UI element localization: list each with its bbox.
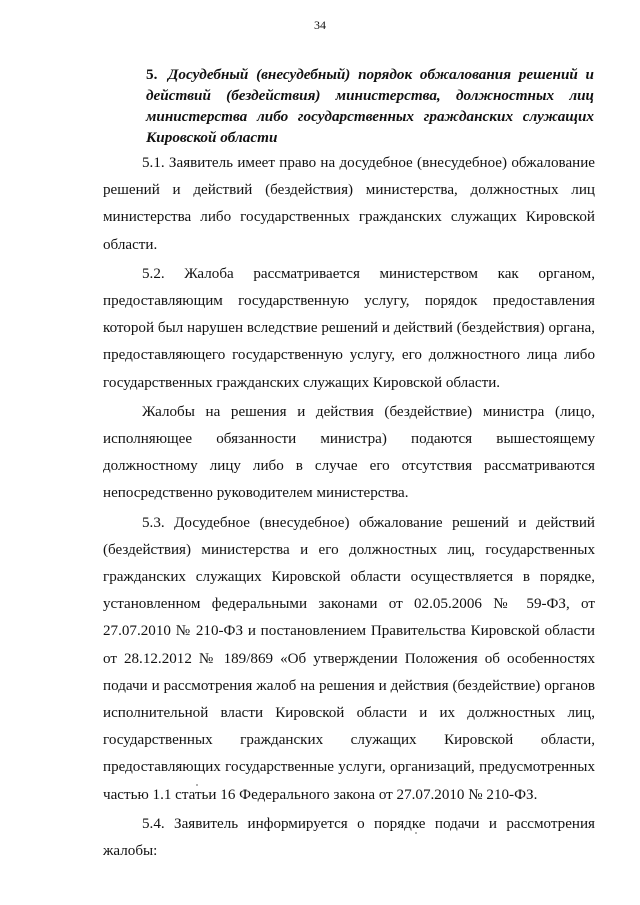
paragraph-5-2: 5.2. Жалоба рассматривается министерством как органом, предоставляющим государственную услугу, порядок предоставления которой был нарушен вследствие решений и действий (бездействия) органа, предоставляющего государственную услугу, его должностного лица либо государственных гражданских служащих Кировской области. [103,265,595,391]
paragraph-5-4: 5.4. Заявитель информируется о порядке подачи и рассмотрения жалобы: [103,815,595,860]
paragraph-5-3: 5.3. Досудебное (внесудебное) обжалование решений и действий (бездействия) министерства и его должностных лиц, государственных гражданских служащих Кировской области осуществляется в порядке, установленном федеральными законами от 02.05.2006 № 59-ФЗ, от 27.07.2010 № 210-ФЗ и постановлением Правительства Кировской области от 28.12.2012 № 189/869 «Об утверждении Положения об особенностях подачи и рассмотрения жалоб на решения и действия (бездействие) органов исполнительной власти Кировской области и их должностных лиц, государственных гражданских служащих Кировской области, предоставляющих государственные услуги, организаций, предусмотренных частью 1.1 статьи 16 Федерального закона от 27.07.2010 № 210-ФЗ. [103,514,595,803]
section-title: Досудебный (внесудебный) порядок обжалования решений и действий (бездействия) министерства, должностных лиц министерства либо государственных гражданских служащих Кировской области [146,66,594,146]
paragraph-complaints-minister: Жалобы на решения и действия (бездействие) министра (лицо, исполняющее обязанности министра) подаются вышестоящему должностному лицу либо в случае его отсутствия рассматриваются непосредственно руководителем министерства. [103,403,595,502]
page-number: 34 [314,18,326,32]
scan-speck [196,784,198,786]
section-heading [146,64,594,148]
section-body [103,150,595,865]
section-number: 5. [146,66,158,83]
paragraph-5-1: 5.1. Заявитель имеет право на досудебное (внесудебное) обжалование решений и действий (бездействия) министерства, должностных лиц министерства либо государственных гражданских служащих Кировской области. [103,155,595,253]
scan-speck [415,832,417,834]
